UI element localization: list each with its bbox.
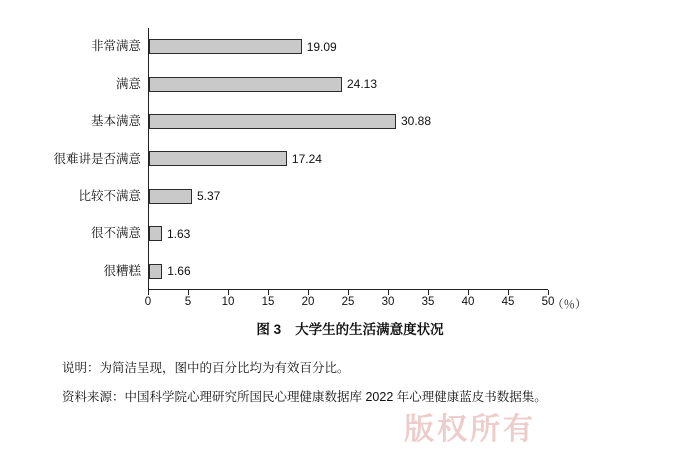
x-tick (308, 290, 309, 295)
bar-value-label: 24.13 (347, 77, 378, 92)
bar-row (90, 103, 548, 140)
bar-row (103, 252, 548, 289)
bar (149, 114, 396, 129)
figure-title: 大学生的生活满意度状况 (295, 322, 444, 337)
plot-area (53, 28, 548, 290)
figure-number: 图 3 (256, 322, 282, 337)
bar (149, 264, 162, 279)
x-tick-label: 5 (184, 296, 192, 308)
bar (149, 77, 342, 92)
x-tick (428, 290, 429, 295)
bar (149, 39, 302, 54)
x-tick-label: 50 (541, 296, 555, 308)
watermark: 版权所有 (404, 413, 536, 446)
bar (149, 226, 162, 241)
x-tick-label: 30 (381, 296, 395, 308)
figure-source: 资料来源：中国科学院心理研究所国民心理健康数据库 2022 年心理健康蓝皮书数据集。 (62, 390, 547, 404)
bar (149, 151, 287, 166)
category-label: 非常满意 (90, 39, 141, 54)
x-tick-label: 10 (221, 296, 235, 308)
x-tick-label: 40 (461, 296, 475, 308)
figure-note: 说明：为简洁呈现，图中的百分比均为有效百分比。 (62, 361, 350, 375)
bar-row (90, 215, 548, 252)
x-tick-label: 35 (421, 296, 435, 308)
category-label: 基本满意 (90, 114, 141, 129)
bar-value-label: 19.09 (306, 39, 337, 54)
x-tick (348, 290, 349, 295)
x-tick (228, 290, 229, 295)
bar-value-label: 5.37 (197, 189, 221, 204)
category-label: 比较不满意 (78, 189, 141, 204)
x-tick (548, 290, 549, 295)
x-tick (388, 290, 389, 295)
bar-row (78, 178, 548, 215)
bar-value-label: 30.88 (401, 114, 432, 129)
figure-caption (0, 318, 700, 338)
x-tick-label: 20 (301, 296, 315, 308)
bar-row (115, 65, 548, 102)
category-label: 很不满意 (90, 226, 141, 241)
bar-value-label: 1.63 (167, 226, 191, 241)
x-tick (468, 290, 469, 295)
bar-value-label: 17.24 (291, 151, 322, 166)
x-tick-label: 0 (144, 296, 152, 308)
bar (149, 189, 192, 204)
x-tick-label: 15 (261, 296, 275, 308)
bar-row (90, 28, 548, 65)
x-tick (188, 290, 189, 295)
x-tick-label: 25 (341, 296, 355, 308)
bar-rows (53, 28, 548, 289)
category-label: 很难讲是否满意 (53, 151, 141, 166)
x-tick (148, 290, 149, 295)
chart-container (0, 14, 700, 311)
x-axis-unit-label: （％） (552, 299, 587, 311)
x-axis (144, 290, 587, 312)
bar-row (53, 140, 548, 177)
bar-value-label: 1.66 (167, 264, 191, 279)
category-label: 满意 (115, 76, 141, 91)
category-label: 很糟糕 (103, 263, 141, 278)
x-tick-label: 45 (501, 296, 515, 308)
x-tick (508, 290, 509, 295)
x-tick (268, 290, 269, 295)
